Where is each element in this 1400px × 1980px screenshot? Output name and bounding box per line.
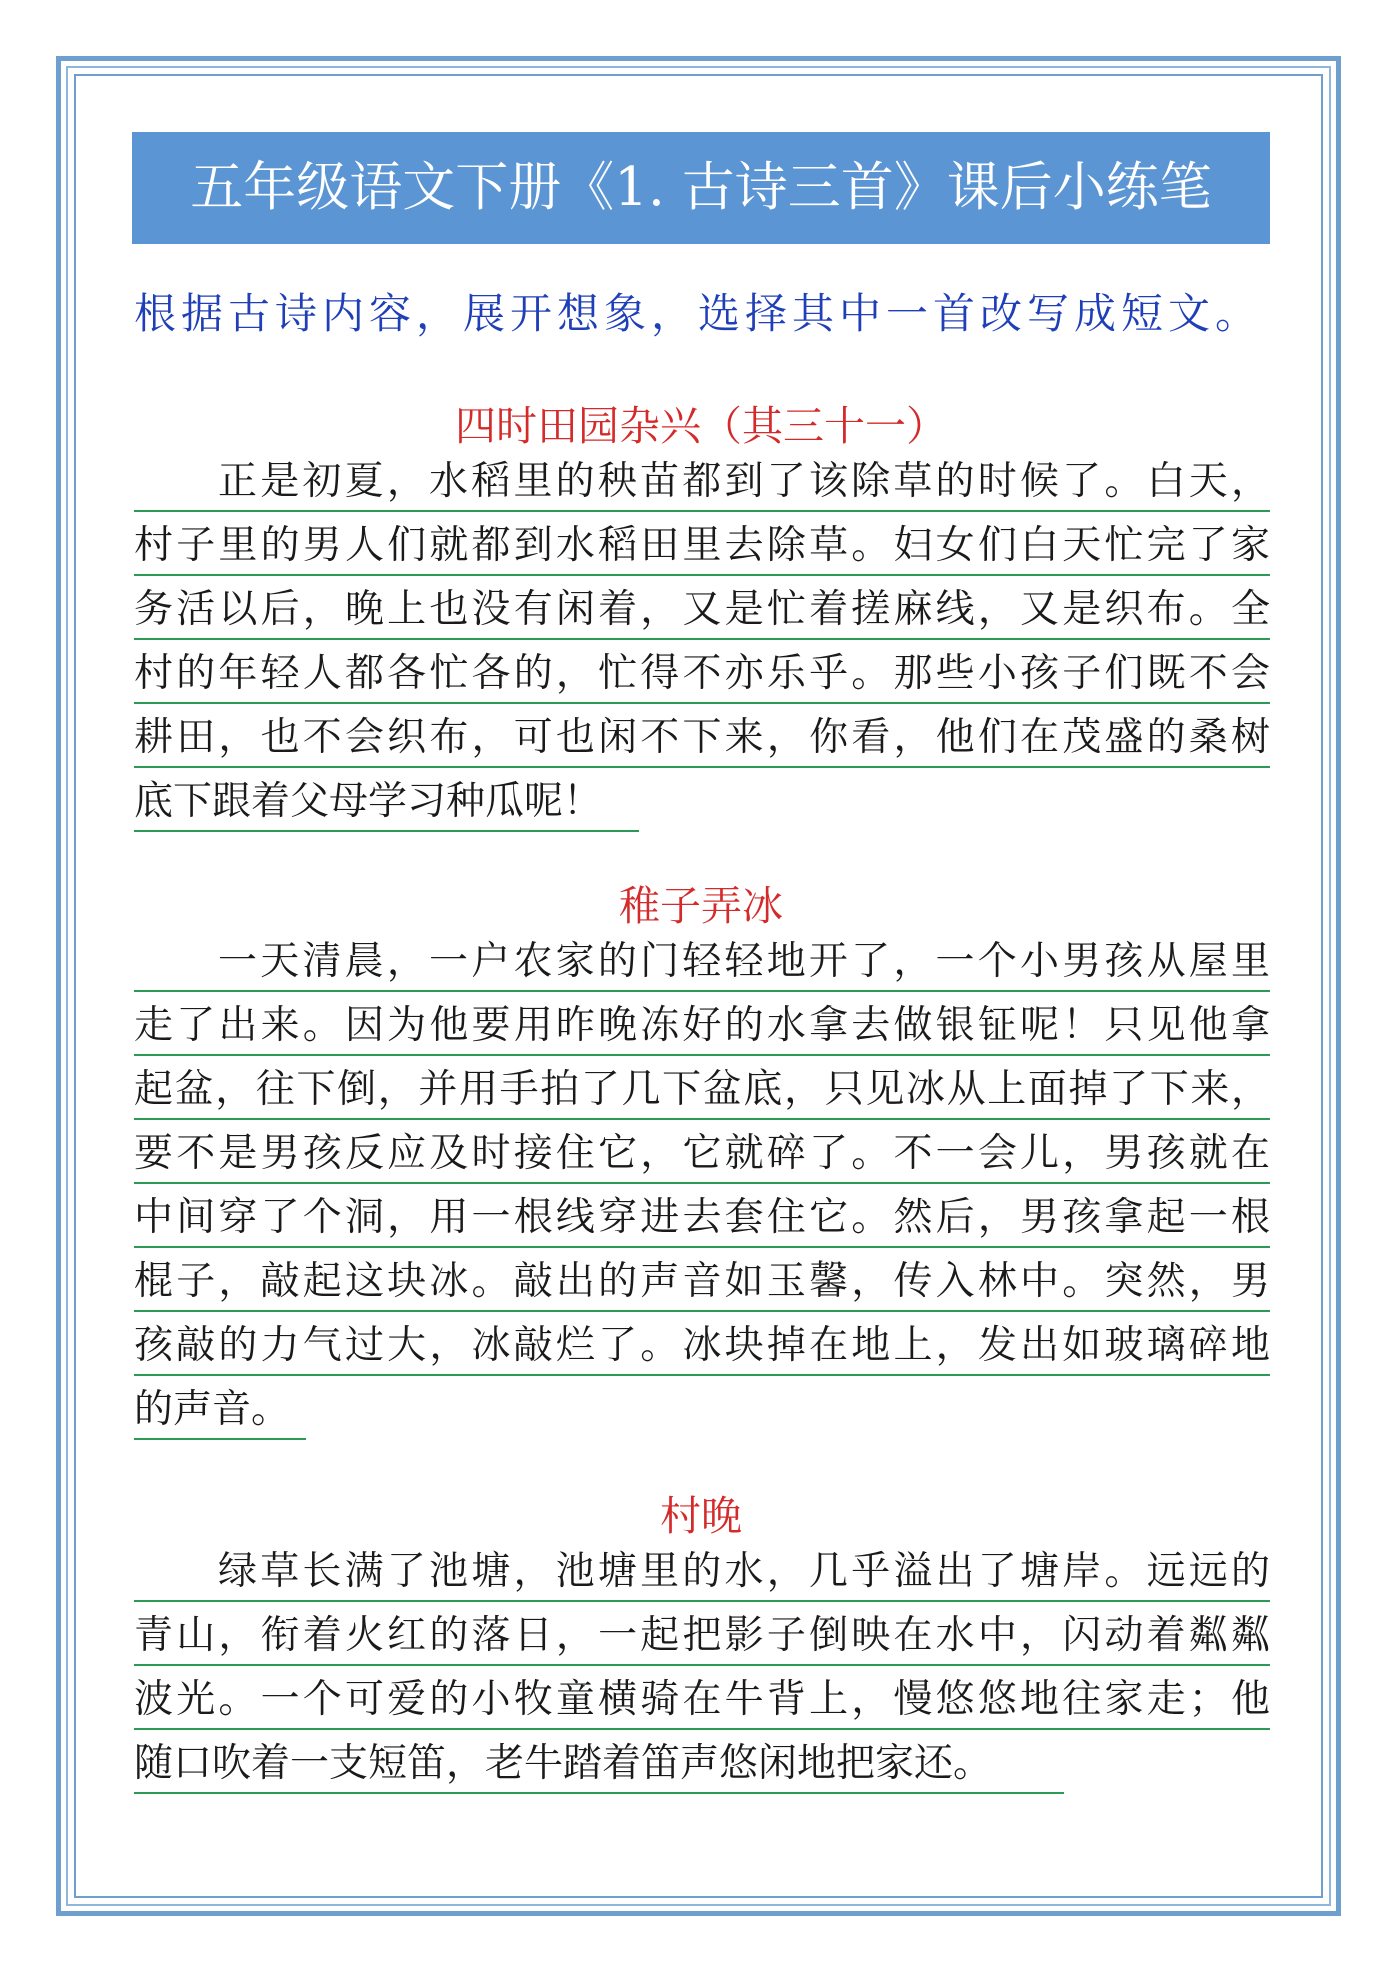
essay-line: 村的年轻人都各忙各的，忙得不亦乐乎。那些小孩子们既不会 (134, 644, 1270, 708)
essay-2 (134, 932, 1270, 1444)
section-heading-1: 四时田园杂兴（其三十一） (455, 402, 947, 450)
essay-line: 波光。一个可爱的小牧童横骑在牛背上，慢悠悠地往家走；他 (134, 1670, 1270, 1734)
essay-line: 一天清晨，一户农家的门轻轻地开了，一个小男孩从屋里 (134, 932, 1270, 996)
section-heading-3: 村晚 (660, 1492, 742, 1540)
essay-line: 底下跟着父母学习种瓜呢！ (134, 772, 1270, 836)
essay-line: 正是初夏，水稻里的秧苗都到了该除草的时候了。白天， (134, 452, 1270, 516)
essay-line: 村子里的男人们就都到水稻田里去除草。妇女们白天忙完了家 (134, 516, 1270, 580)
essay-line: 中间穿了个洞，用一根线穿进去套住它。然后，男孩拿起一根 (134, 1188, 1270, 1252)
essay-line: 务活以后，晚上也没有闲着，又是忙着搓麻线，又是织布。全 (134, 580, 1270, 644)
essay-line: 要不是男孩反应及时接住它，它就碎了。不一会儿，男孩就在 (134, 1124, 1270, 1188)
essay-line: 棍子，敲起这块冰。敲出的声音如玉馨，传入林中。突然，男 (134, 1252, 1270, 1316)
page-title: 五年级语文下册《1. 古诗三首》课后小练笔 (132, 132, 1270, 244)
instruction-text: 根据古诗内容，展开想象，选择其中一首改写成短文。 (134, 289, 1263, 338)
essay-line: 走了出来。因为他要用昨晚冻好的水拿去做银钲呢！只见他拿 (134, 996, 1270, 1060)
essay-3 (134, 1542, 1270, 1798)
essay-1 (134, 452, 1270, 836)
essay-line: 随口吹着一支短笛，老牛踏着笛声悠闲地把家还。 (134, 1734, 1270, 1798)
section-heading-2: 稚子弄冰 (619, 882, 783, 930)
essay-line: 绿草长满了池塘，池塘里的水，几乎溢出了塘岸。远远的 (134, 1542, 1270, 1606)
essay-line: 的声音。 (134, 1380, 1270, 1444)
essay-line: 孩敲的力气过大，冰敲烂了。冰块掉在地上，发出如玻璃碎地 (134, 1316, 1270, 1380)
essay-line: 耕田，也不会织布，可也闲不下来，你看，他们在茂盛的桑树 (134, 708, 1270, 772)
essay-line: 起盆，往下倒，并用手拍了几下盆底，只见冰从上面掉了下来， (134, 1060, 1270, 1124)
essay-line: 青山，衔着火红的落日，一起把影子倒映在水中，闪动着粼粼 (134, 1606, 1270, 1670)
